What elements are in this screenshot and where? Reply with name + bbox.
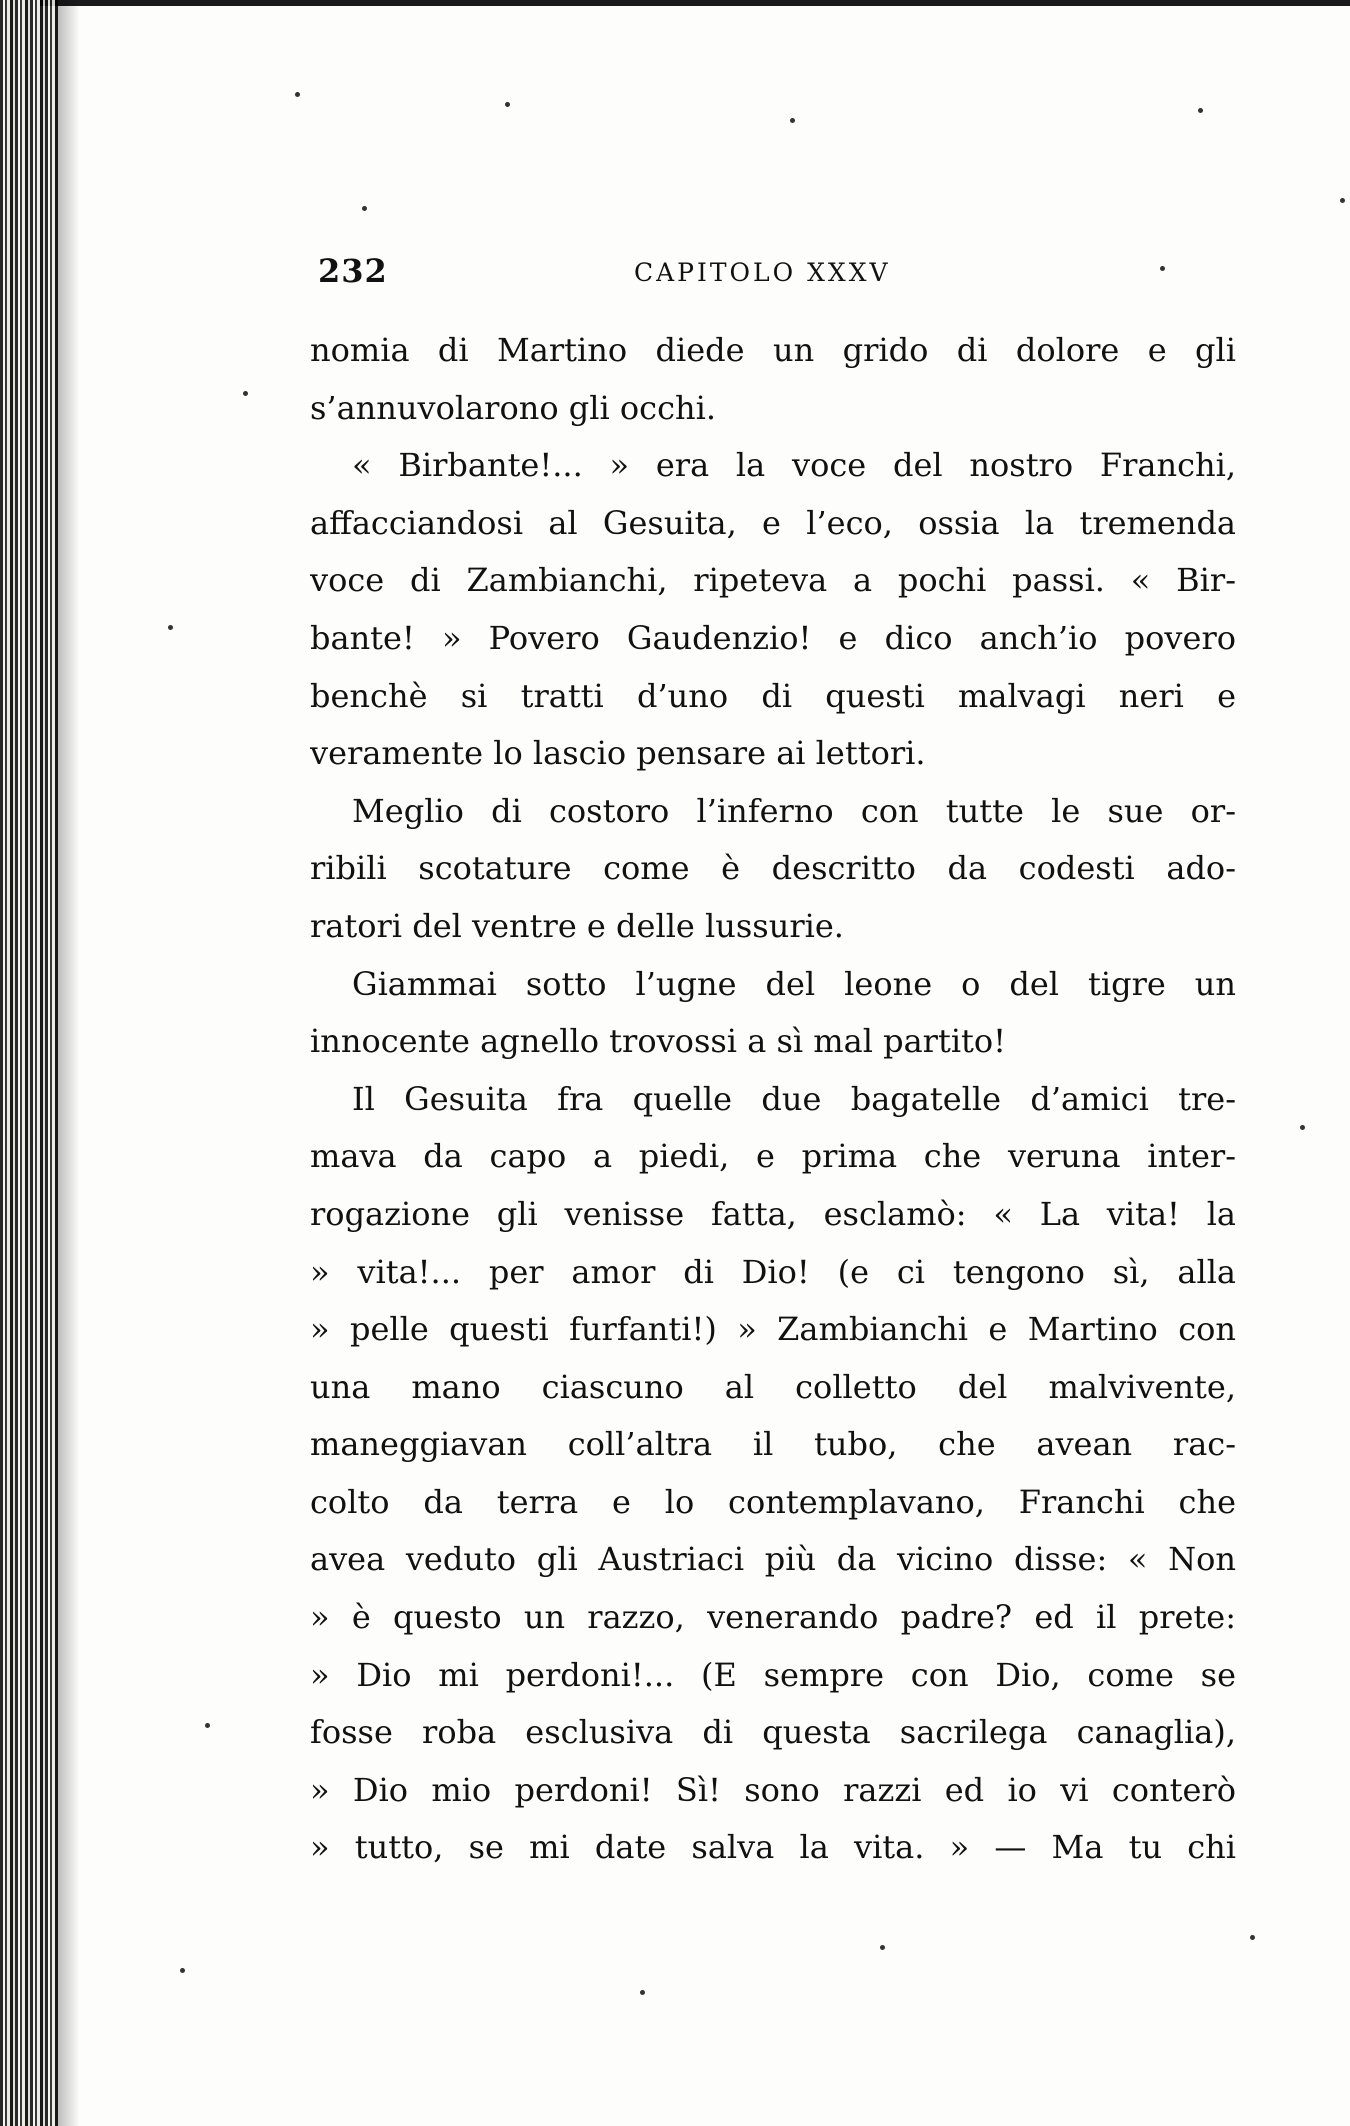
- scan-top-edge: [40, 0, 1350, 6]
- scan-speck: [880, 1945, 885, 1950]
- text-line: innocente agnello trovossi a sì mal partito!: [310, 1022, 1007, 1061]
- text-line: Meglio di costoro l’inferno con tutte le sue or-: [352, 791, 1236, 830]
- text-line: fosse roba esclusiva di questa sacrilega canaglia),: [310, 1713, 1236, 1752]
- scan-speck: [180, 1968, 185, 1973]
- scan-speck: [1340, 198, 1345, 203]
- page-number: 232: [318, 252, 388, 290]
- text-line: » è questo un razzo, venerando padre? ed il prete:: [310, 1598, 1236, 1637]
- text-line: » pelle questi furfanti!) » Zambianchi e Martino con: [310, 1310, 1236, 1349]
- text-line: colto da terra e lo contemplavano, Franchi che: [310, 1482, 1236, 1521]
- body-text: [310, 322, 1236, 1877]
- scan-speck: [1250, 1935, 1255, 1940]
- text-line: veramente lo lascio pensare ai lettori.: [310, 734, 926, 773]
- text-line: benchè si tratti d’uno di questi malvagi neri e: [310, 676, 1236, 715]
- text-line: Il Gesuita fra quelle due bagatelle d’amici tre-: [352, 1079, 1236, 1118]
- scan-speck: [1198, 108, 1203, 113]
- scan-speck: [640, 1990, 645, 1995]
- page-header: [318, 252, 1238, 300]
- text-line: ratori del ventre e delle lussurie.: [310, 906, 844, 945]
- text-line: ribili scotature come è descritto da codesti ado-: [310, 849, 1236, 888]
- text-line: maneggiavan coll’altra il tubo, che avean rac-: [310, 1425, 1236, 1464]
- text-line: mava da capo a piedi, e prima che veruna inter-: [310, 1137, 1236, 1176]
- text-line: « Birbante!... » era la voce del nostro Franchi,: [352, 446, 1236, 485]
- text-line: Giammai sotto l’ugne del leone o del tigre un: [352, 964, 1236, 1003]
- text-line: » Dio mio perdoni! Sì! sono razzi ed io vi conterò: [310, 1770, 1236, 1809]
- scan-speck: [295, 92, 300, 97]
- text-line: s’annuvolarono gli occhi.: [310, 388, 717, 427]
- text-line: avea veduto gli Austriaci più da vicino disse: « Non: [310, 1540, 1236, 1579]
- scan-speck: [205, 1723, 210, 1728]
- scan-speck: [362, 206, 367, 211]
- text-line: nomia di Martino diede un grido di dolore e gli: [310, 331, 1236, 369]
- text-line: affacciandosi al Gesuita, e l’eco, ossia la tremenda: [310, 503, 1236, 542]
- text-line: rogazione gli venisse fatta, esclamò: « La vita! la: [310, 1194, 1236, 1233]
- gutter-shadow: [58, 0, 80, 2126]
- text-line: voce di Zambianchi, ripeteva a pochi passi. « Bir-: [310, 561, 1236, 600]
- text-line: bante! » Povero Gaudenzio! e dico anch’io povero: [310, 618, 1236, 657]
- text-line: » Dio mi perdoni!... (E sempre con Dio, come se: [310, 1655, 1236, 1694]
- running-head: CAPITOLO XXXV: [634, 258, 891, 287]
- scan-speck: [243, 391, 248, 396]
- scan-speck: [790, 118, 795, 123]
- scan-speck: [168, 625, 173, 630]
- text-line: una mano ciascuno al colletto del malvivente,: [310, 1367, 1236, 1406]
- text-line: » vita!... per amor di Dio! (e ci tengono sì, alla: [310, 1252, 1236, 1291]
- scan-speck: [505, 102, 510, 107]
- scan-speck: [1300, 1125, 1305, 1130]
- book-spine-gutter: [0, 0, 58, 2126]
- text-line: » tutto, se mi date salva la vita. » — Ma tu chi: [310, 1828, 1236, 1867]
